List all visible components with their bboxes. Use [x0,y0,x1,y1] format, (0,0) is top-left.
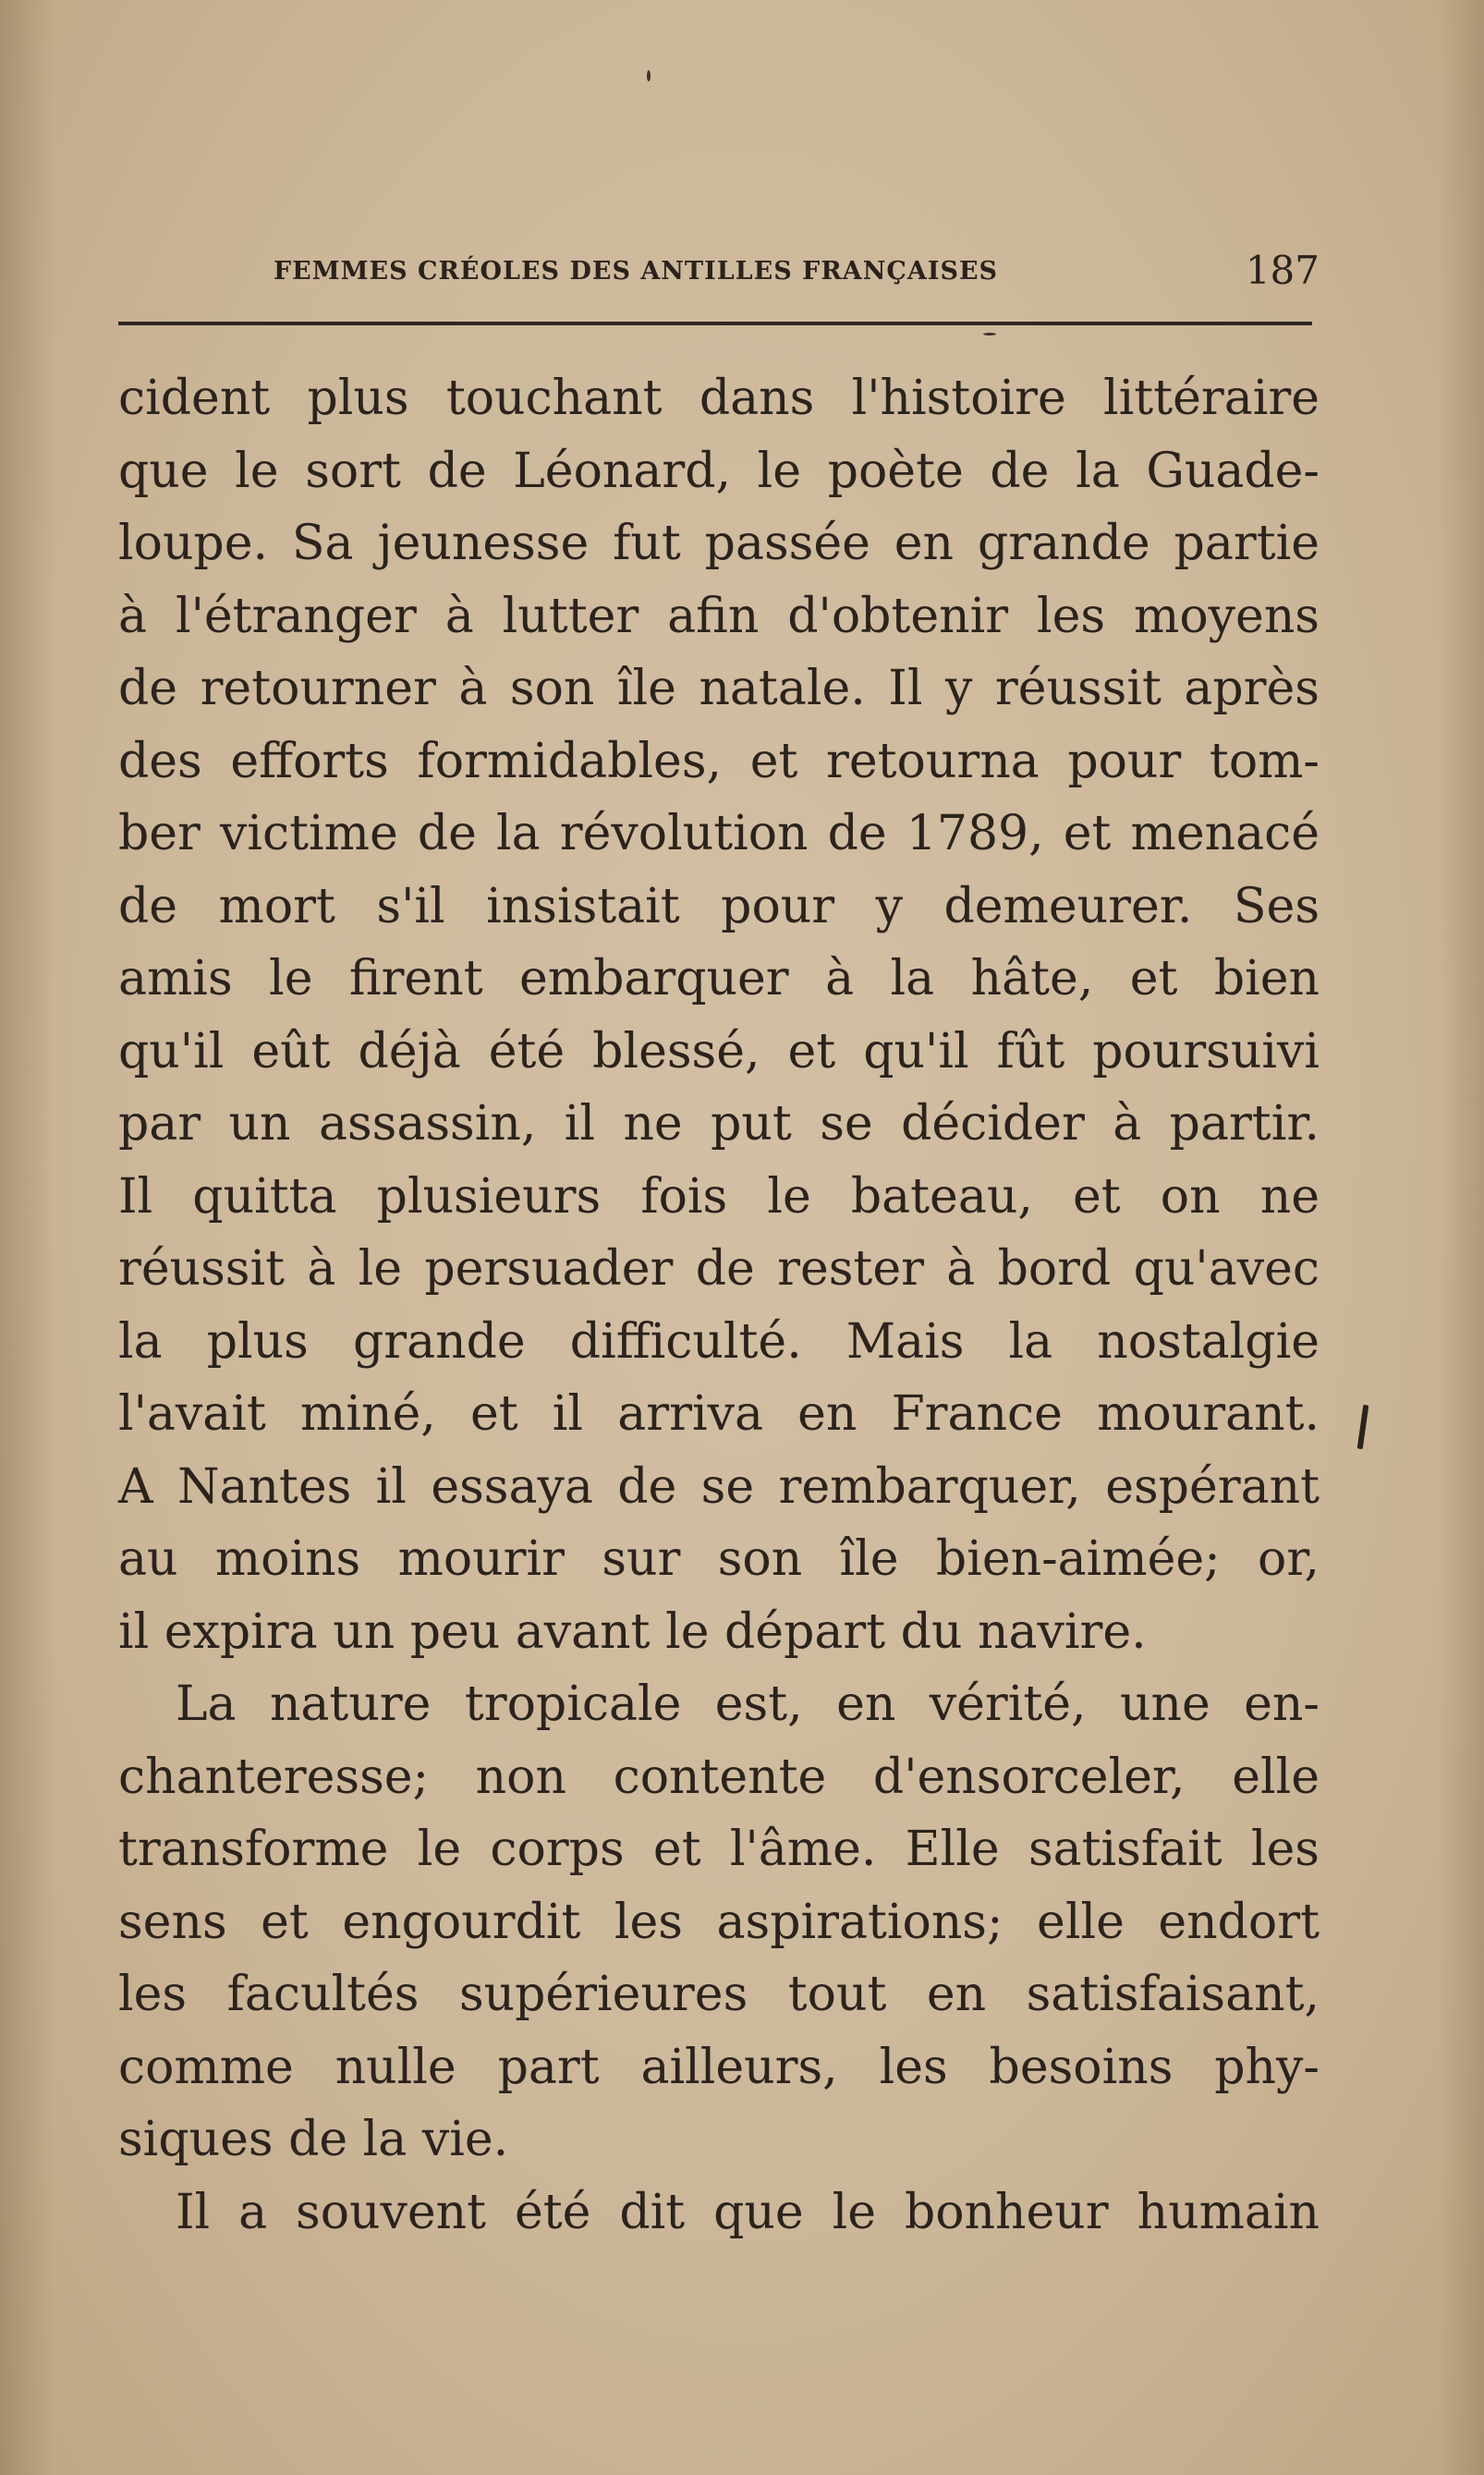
ink-speck [983,333,996,335]
page-number: 187 [1245,248,1320,293]
text-line: à l'étranger à lutter afin d'obtenir les moyens [118,588,1320,644]
text-line: des efforts formidables, et retourna pour tom- [118,733,1320,789]
ink-speck [647,70,651,81]
text-line: ber victime de la révolution de 1789, et menacé [118,806,1320,861]
page-edge-shadow-left [0,0,55,2475]
text-line: cident plus touchant dans l'histoire littéraire [118,371,1320,426]
text-line: les facultés supérieures tout en satisfaisant, [118,1967,1320,2022]
running-head [118,248,1320,303]
text-line: que le sort de Léonard, le poète de la Guade- [118,443,1320,499]
text-line: chanteresse; non contente d'ensorceler, elle [118,1749,1320,1805]
text-line: amis le firent embarquer à la hâte, et bien [118,951,1320,1006]
text-line: de retourner à son île natale. Il y réussit après [118,661,1320,716]
page-edge-shadow-right [1438,0,1484,2475]
text-line: au moins mourir sur son île bien-aimée; or, [118,1531,1320,1587]
text-line: Il a souvent été dit que le bonheur humain [176,2184,1320,2240]
text-line: réussit à le persuader de rester à bord qu'avec [118,1241,1320,1297]
header-rule [118,322,1312,325]
margin-pencil-mark [1357,1405,1369,1449]
text-line: loupe. Sa jeunesse fut passée en grande partie [118,516,1320,571]
text-line: qu'il eût déjà été blessé, et qu'il fût poursuivi [118,1023,1320,1079]
text-line: sens et engourdit les aspirations; elle endort [118,1894,1320,1950]
text-line: comme nulle part ailleurs, les besoins phy- [118,2039,1320,2095]
text-line: de mort s'il insistait pour y demeurer. Ses [118,878,1320,934]
text-line: Il quitta plusieurs fois le bateau, et on ne [118,1168,1320,1225]
body-text [118,362,1320,2249]
text-line: transforme le corps et l'âme. Elle satisfait les [118,1822,1320,1877]
text-line: il expira un peu avant le départ du navire. [118,1603,1147,1660]
text-line: l'avait miné, et il arriva en France mourant. [118,1386,1320,1442]
text-line: par un assassin, il ne put se décider à partir. [118,1096,1320,1152]
text-line: A Nantes il essaya de se rembarquer, espérant [118,1458,1320,1515]
text-line: la plus grande difficulté. Mais la nostalgie [118,1313,1320,1370]
running-title: FEMMES CRÉOLES DES ANTILLES FRANÇAISES [273,257,999,286]
text-line: siques de la vie. [118,2112,509,2167]
text-line: La nature tropicale est, en vérité, une en- [176,1676,1320,1732]
